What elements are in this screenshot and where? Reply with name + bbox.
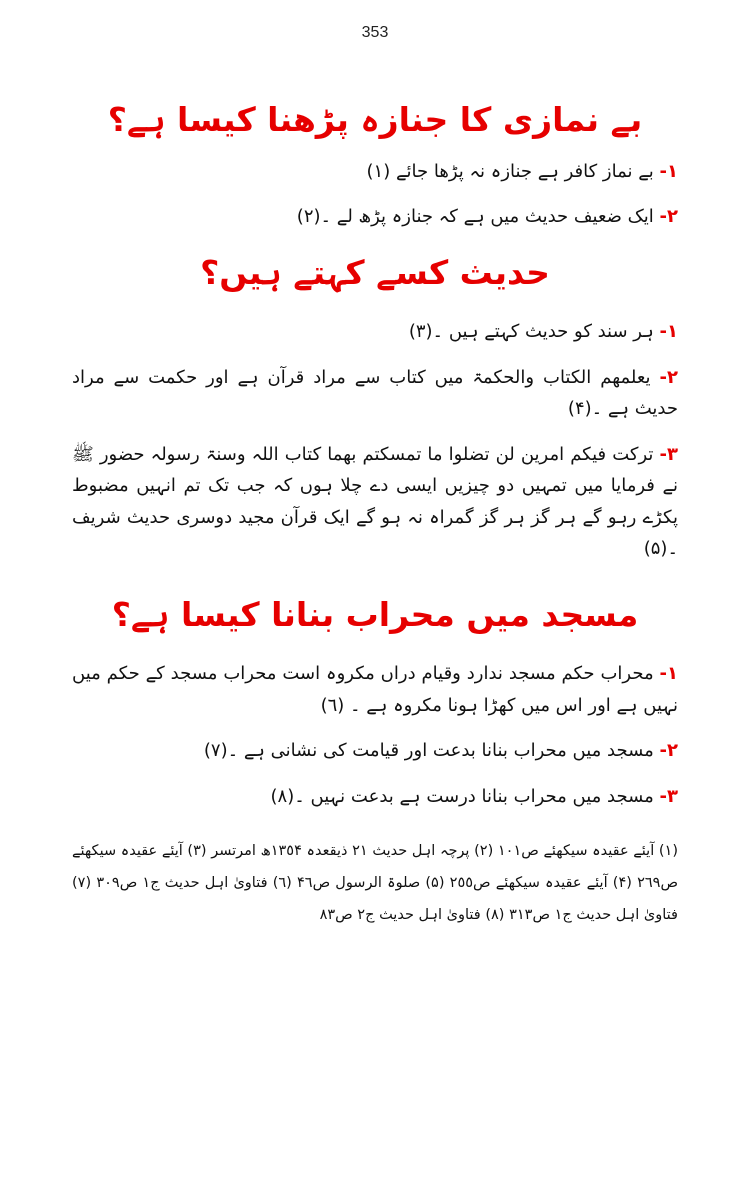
arabic-quote: یعلمھم الکتاب والحکمۃ — [472, 366, 651, 388]
item-number: ٢- — [659, 740, 678, 762]
page-number: 353 — [361, 24, 389, 41]
footnote-references: (١) آیئے عقیدہ سیکھئے ص١٠١ (٢) پرچہ اہل حدیث ٢١ ذیقعدہ ١٣٥۴ھ امرتسر (٣) آیئے عقیدہ سیکھئے ص٢٦٩ (۴) آیئے عقیدہ سیکھئے ص٢٥٥ (۵) صلوۃ الرسول ص۴٦ (٦) فتاویٰ اہل حدیث ج١ ص٣٠٩ (۷) فتاویٰ اہل حدیث ج١ ص٣١٣ (٨) فتاویٰ اہل حدیث ج٢ ص٨٣ — [72, 843, 678, 924]
item-text: ہر سند کو حدیث کہتے ہیں ۔(٣) — [408, 321, 654, 343]
item-text: ایک ضعیف حدیث میں ہے کہ جنازہ پڑھ لے ۔(٢) — [296, 206, 654, 228]
arabic-quote: ترکت فیکم امرین لن تضلوا ما تمسکتم بھما کتاب اللہ وسنۃ رسولہ — [150, 443, 654, 465]
hadith-item-1 — [72, 316, 678, 348]
funeral-item-1 — [72, 156, 678, 188]
item-number: ٢- — [659, 206, 678, 228]
page-content — [72, 100, 678, 932]
heading-mihrab: مسجد میں محراب بنانا کیسا ہے؟ — [111, 594, 639, 634]
item-text: بے نماز کافر ہے جنازہ نہ پڑھا جائے (١) — [366, 160, 654, 182]
hadith-item-2 — [72, 362, 678, 425]
item-number: ١- — [659, 160, 678, 182]
item-number: ٢- — [659, 366, 678, 388]
mihrab-item-3 — [72, 781, 678, 813]
item-text: مسجد میں محراب بنانا بدعت اور قیامت کی نشانی ہے ۔(۷) — [203, 740, 654, 762]
heading-funeral-prayer: بے نمازی کا جنازہ پڑھنا کیسا ہے؟ — [107, 100, 643, 139]
mihrab-item-1 — [72, 658, 678, 721]
item-text: مسجد میں محراب بنانا درست ہے بدعت نہیں ۔(٨) — [270, 785, 654, 807]
item-text: محراب مسجد کے حکم میں نہیں ہے اور اس میں کھڑا ہونا مکروہ ہے ۔ (٦) — [72, 663, 678, 716]
item-number: ١- — [659, 321, 678, 343]
item-text: میں کتاب سے مراد قرآن ہے اور حکمت سے مراد حدیث ہے ۔(۴) — [72, 366, 678, 420]
mihrab-item-2 — [72, 735, 678, 767]
funeral-item-2 — [72, 201, 678, 233]
item-number: ٣- — [659, 443, 678, 465]
heading-what-is-hadith: حدیث کسے کہتے ہیں؟ — [200, 252, 550, 292]
item-number: ١- — [659, 663, 678, 685]
hadith-item-3 — [72, 439, 678, 565]
item-text: حضور ﷺ نے فرمایا میں تمہیں دو چیزیں ایسی دے چلا ہوں کہ جب تک تم انہیں مضبوط پکڑے رہو گے ہر گز ہر گز گمراہ نہ ہو گے ایک قرآن مجید دوسری حدیث شریف ۔(۵) — [72, 443, 678, 560]
persian-quote: محراب حکم مسجد ندارد وقیام دراں مکروہ است — [282, 663, 654, 685]
item-number: ٣- — [659, 785, 678, 807]
